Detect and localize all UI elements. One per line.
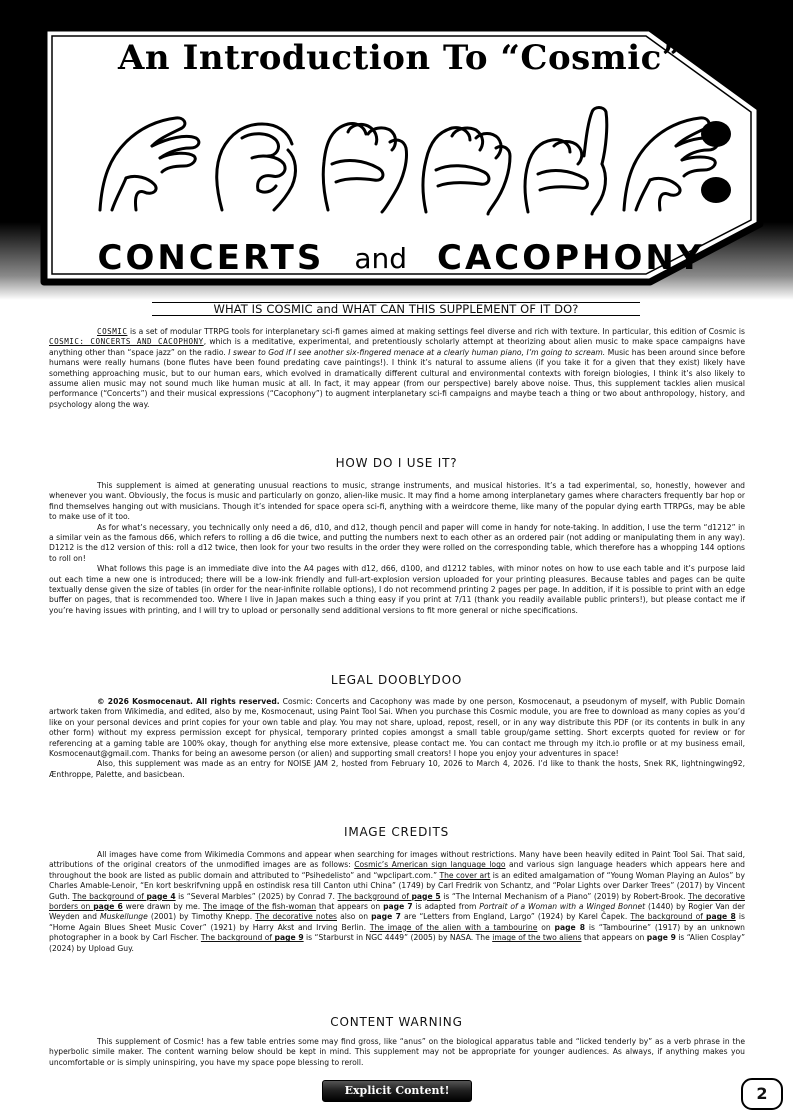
section-legal xyxy=(49,697,745,780)
credit-link[interactable]: The background of page 9 xyxy=(200,933,304,943)
hand-sign-s-icon xyxy=(323,123,406,212)
paragraph: This supplement of Cosmic! has a few table entries some may find gross, like “anus” on the biological apparatus table and “licked tenderly by” as a verb phrase in the hyperbolic simile maker. The content warning below should be kept in mind. This supplement may not be appropriate for younger audiences. As always, if anything makes you uncomfortable or is simply uninspiring, you have my space pope blessing to reroll. xyxy=(49,1037,745,1067)
cosmic-word: COSMIC xyxy=(97,327,128,336)
credit-link[interactable]: The background of page 8 xyxy=(630,912,736,922)
copyright-notice: © 2026 Kosmocenaut. All rights reserved. xyxy=(97,697,280,706)
subtitle xyxy=(96,236,706,276)
subtitle-concerts: CONCERTS xyxy=(97,238,325,278)
hand-sign-m-icon xyxy=(423,128,510,214)
heading-image-credits: IMAGE CREDITS xyxy=(343,825,449,839)
colon-dots-icon xyxy=(698,116,734,216)
hand-sign-c-icon xyxy=(100,118,199,210)
paragraph: © 2026 Kosmocenaut. All rights reserved. Cosmic: Concerts and Cacophony was made by one person, Kosmocenaut, a pseudonym of myself, with Public Domain artwork taken from Wikimedia, and edited, also by me, Kosmocenaut, using Paint Tool Sai. When you purchase this Cosmic module, you are free to download as many copies as you’d like on your personal devices and print copies for your own table and play. You may not share, upload, repost, resell, or in any way distribute this PDF (or its contents in bulk in any other form) without my express permission except for physical, temporary printed copies amongst a small table group/game setting. Short excerpts quoted for review or for referencing at a gaming table are 100% okay, though for anything else more extensive, please contact me. You can contact me through my itch.io profile or at my business email, Kosmocenaut@gmail.com. Thanks for being an awesome person (or alien) and supporting small creators! I hope you enjoy your adventures in space! xyxy=(49,697,745,759)
section-image-credits xyxy=(49,850,745,954)
paragraph: COSMIC is a set of modular TTRPG tools for interplanetary sci-fi games aimed at making settings feel diverse and rich with texture. In particular, this edition of Cosmic is COSMIC: CONCERTS AND CACOPHONY, which is a meditative, experimental, and pretentiously scholarly attempt at theorizing about alien music to make space campaigns have anything other than “space jazz” on the radio. I swear to God if I see another six-fingered menace at a clearly human piano, I’m going to scream. Music has been around since before humans were really humans (bone flutes have been found predating cave paintings!). I think it’s natural to assume aliens (if you take it for a given that they exist) likely have something approaching music, but to our human ears, which evolved in dramatically different cultural and environmental contexts with foreign biologies, I think it’s also likely to assume alien music may not sound much like human music at all. In fact, it may appear (from our perspective) barely above noise. Thus, this supplement tackles alien musical performance (“Concerts”) and their musical expressions (“Cacophony”) to augment interplanetary sci-fi campaigns and maybe teach a thing or two about anthropology, history, and psychology along the way. xyxy=(49,327,746,409)
sign-language-logo xyxy=(92,98,724,218)
credit-link[interactable]: The image of the fish-woman xyxy=(203,902,317,912)
subtitle-cacophony: CACOPHONY xyxy=(437,238,705,278)
credit-link[interactable]: Cosmic’s American sign language logo xyxy=(354,860,506,870)
credit-link[interactable]: The decorative notes xyxy=(255,912,337,922)
credit-link[interactable]: The decorative borders on page 6 xyxy=(49,891,745,912)
credit-link[interactable]: The cover art xyxy=(439,870,491,880)
section-what-is-cosmic xyxy=(49,327,745,410)
explicit-content-badge: Explicit Content! xyxy=(322,1080,472,1102)
heading-how-to-use: HOW DO I USE IT? xyxy=(335,456,458,470)
cosmic-full-title: COSMIC: CONCERTS AND CACOPHONY xyxy=(49,337,204,347)
paragraph: What follows this page is an immediate dive into the A4 pages with d12, d66, d100, and d1212 tables, with minor notes on how to use each table and it’s purpose laid out each time a new one is introduced; there will be a low-ink friendly and full-art-explosion version uploaded for your printing pleasures. Because tables and pages can be quite textually dense given the size of tables (in order for the near-infinite rollable options), I do not recommend printing 2 pages per page. In addition, if it is possible to print with an edge buffer on pages, that is recommended too. Where I live in Japan makes such a thing easy if you print at 7/11 (thank you readily available public printers!), but please contact me if you’re having issues with printing, and I will try to upload or personally send additional versions to fit more general or niche specifications. xyxy=(49,564,745,615)
section-content-warning xyxy=(49,1037,745,1068)
heading-content-warning: CONTENT WARNING xyxy=(330,1015,463,1029)
credit-link[interactable]: The background of page 5 xyxy=(337,891,441,901)
subtitle-and: and xyxy=(354,242,408,275)
heading-legal: LEGAL DOOBLYDOO xyxy=(330,673,463,687)
paragraph: All images have come from Wikimedia Commons and appear when searching for images without restrictions. Many have been heavily edited in Paint Tool Sai. That said, attributions of the original creators of the unmodified images are as follows: Cosmic’s American sign language logo and various sign language headers which appears here and throughout the book are listed as public domain and attributed to “Psihedelisto” and “wpclipart.com.” The cover art is an edited amalgamation of “Young Woman Playing an Aulos” by Charles Amable-Lenoir, “En kort beskrifvning uppå en ostindisk resa till Canton uthi China” (1749) by Carl Fredrik von Schantz, and “Polar Lights over Darker Trees” (2017) by Vincent Guth. The background of page 4 is “Several Marbles” (2025) by Conrad 7. The background of page 5 is “The Internal Mechanism of a Piano” (2019) by Robert-Brook. The decorative borders on page 6 were drawn by me. The image of the fish-woman that appears on page 7 is adapted from Portrait of a Woman with a Winged Bonnet (1440) by Rogier Van der Weyden and Muskellunge (2001) by Timothy Knepp. The decorative notes also on page 7 are “Letters from England, Largo” (1924) by Karel Čapek. The background of page 8 is “Home Again Blues Sheet Music Cover” (1921) by Harry Akst and Irving Berlin. The image of the alien with a tambourine on page 8 is “Tambourine” (1917) by an unknown photographer in a book by Carl Fischer. The background of page 9 is “Starburst in NGC 4449” (2005) by NASA. The image of the two aliens that appears on page 9 is “Alien Cosplay” (2024) by Upload Guy. xyxy=(49,850,746,953)
page-title: An Introduction To “Cosmic” xyxy=(118,38,682,78)
page-number: 2 xyxy=(741,1078,783,1110)
paragraph: Also, this supplement was made as an entry for NOISE JAM 2, hosted from February 10, 2026 to March 4, 2026. I’d like to thank the hosts, Snek RK, lightningwing92, Ænthroppe, Palette, and basicbean. xyxy=(49,759,745,779)
paragraph: This supplement is aimed at generating unusual reactions to music, strange instruments, and musical histories. It’s a tad experimental, so, honestly, however and whenever you want. Obviously, the focus is music and particularly on gonzo, alien-like music. It may find a home among interplanetary games where characters frequently bar hop or find themselves hanging out with musicians. Though it’s intended for space opera sci-fi, anything with a weirdcore theme, like many of the popular dying earth TTRPGs, may be able to make use of it too. xyxy=(49,481,745,522)
paragraph: As for what’s necessary, you technically only need a d6, d10, and d12, though pencil and paper will come in handy for note-taking. In addition, I use the term “d1212” in a similar vein as the famous d66, which refers to rolling a d6 die twice, and putting the numbers next to each other as an ordered pair (not adding or manipulating them in any way). D1212 is the d12 version of this: roll a d12 twice, then look for your two results in the order they were rolled on the corresponding table, which therefore has a whopping 144 options to roll on! xyxy=(49,522,745,563)
credit-link[interactable]: The background of page 4 xyxy=(72,891,176,901)
credit-link[interactable]: The image of the alien with a tambourine xyxy=(369,922,538,932)
section-how-to-use xyxy=(49,481,745,616)
heading-what-is-cosmic: WHAT IS COSMIC and WHAT CAN THIS SUPPLEMENT OF IT DO? xyxy=(152,302,640,316)
hand-sign-o-icon xyxy=(217,124,296,210)
credit-link[interactable]: image of the two aliens xyxy=(492,933,582,943)
hand-sign-i-icon xyxy=(525,108,607,215)
